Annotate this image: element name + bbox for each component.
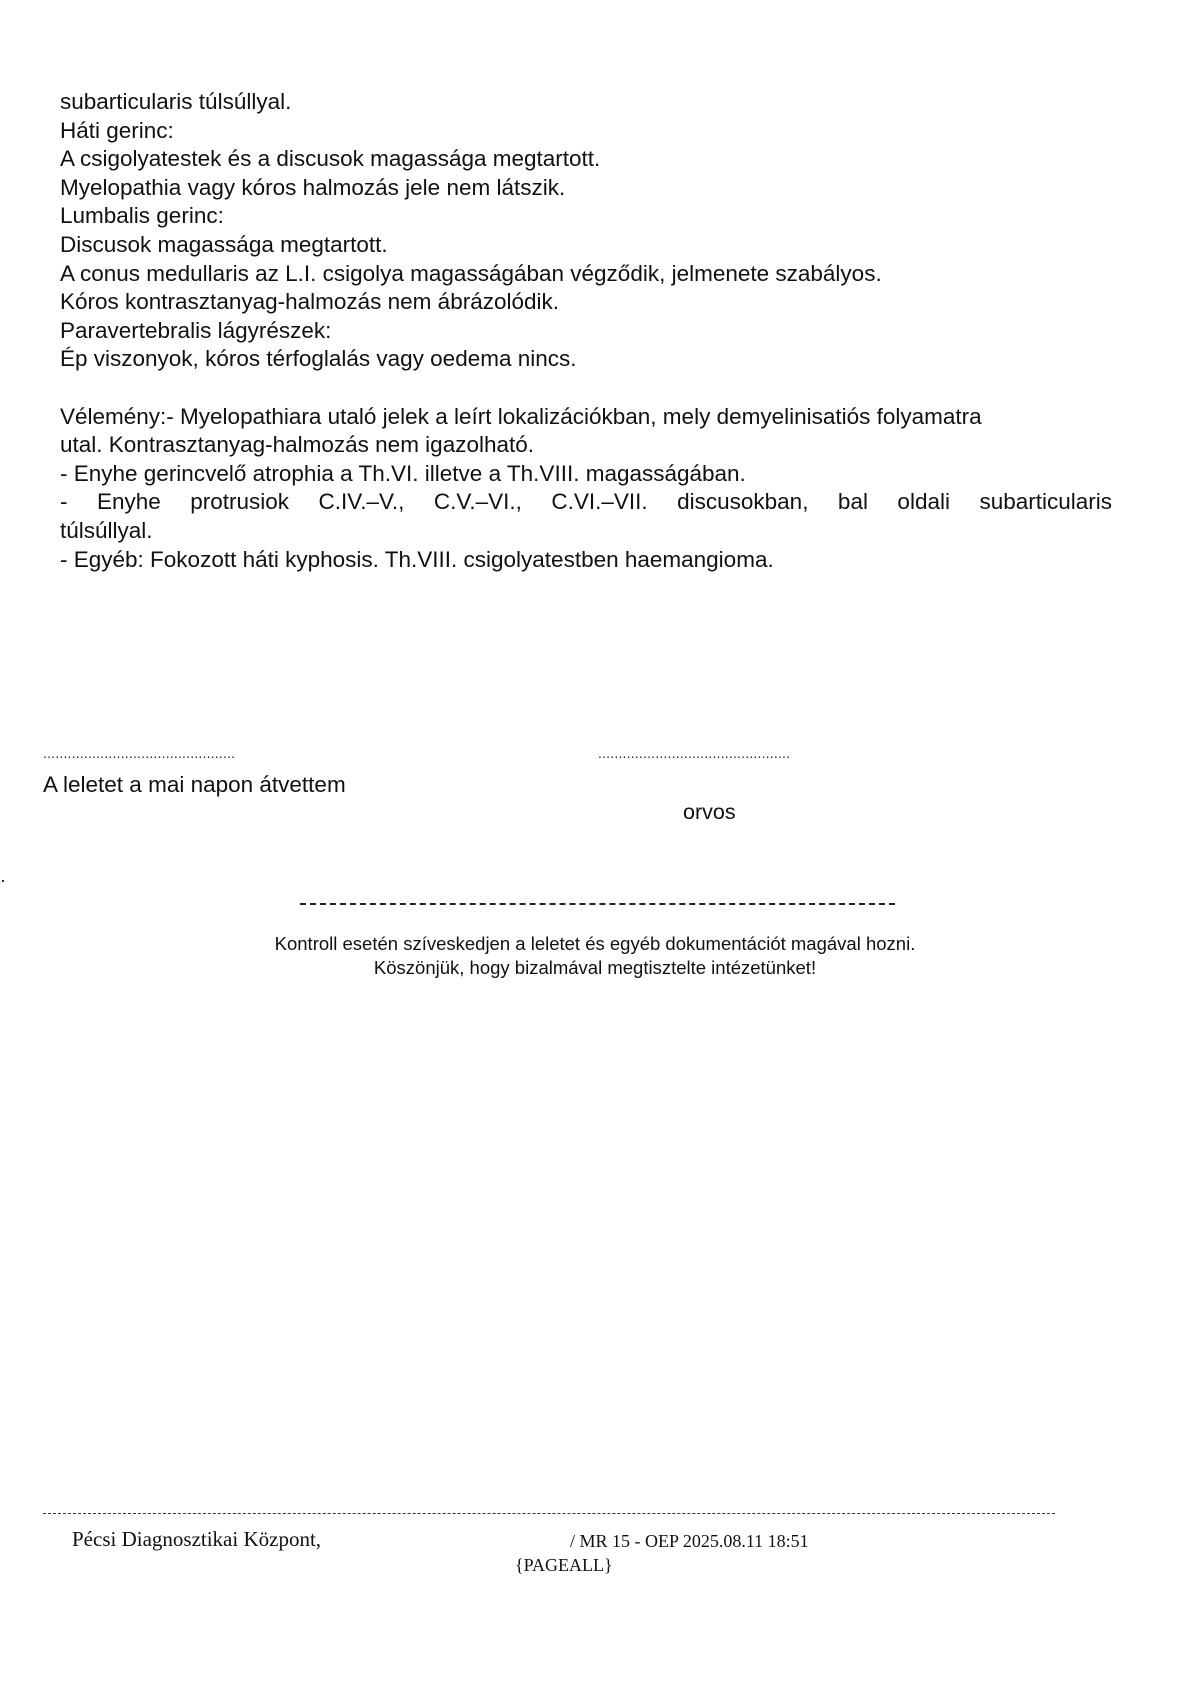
thank-you-text: Köszönjük, hogy bizalmával megtisztelte intézetünket! [373, 957, 817, 978]
report-line: Myelopathia vagy kóros halmozás jele nem látszik. [60, 174, 566, 200]
opinion-line: túlsúllyal. [60, 517, 153, 543]
report-line: Discusok magassága megtartott. [60, 231, 388, 257]
report-line: A conus medullaris az L.I. csigolya magasságában végződik, jelmenete szabályos. [60, 260, 882, 286]
doctor-signature-line: ............................................... [598, 745, 791, 761]
opinion-line: utal. Kontrasztanyag-halmozás nem igazolható. [60, 432, 535, 458]
patient-signature-label: A leletet a mai napon átvettem [43, 772, 346, 797]
doctor-signature-label: orvos [683, 800, 736, 824]
stray-mark [2, 880, 4, 882]
notice-divider [300, 903, 895, 905]
report-line: subarticularis túlsúllyal. [60, 89, 292, 114]
report-line: Ép viszonyok, kóros térfoglalás vagy oedema nincs. [60, 346, 577, 372]
opinion-line: - Egyéb: Fokozott háti kyphosis. Th.VIII. csigolyatestben haemangioma. [60, 546, 774, 572]
notice-text: Kontroll esetén szíveskedjen a leletet és egyéb dokumentációt magával hozni. [274, 933, 916, 954]
section-heading-lumbar: Lumbalis gerinc: [60, 203, 224, 229]
opinion-line: - Enyhe protrusiok C.IV.–V., C.V.–VI., C.VI.–VII. discusokban, bal oldali subarticularis [60, 489, 1112, 515]
institution-name: Pécsi Diagnosztikai Központ, [72, 1527, 322, 1551]
report-line: Kóros kontrasztanyag-halmozás nem ábrázolódik. [60, 289, 559, 315]
footer-divider [43, 1513, 1055, 1514]
document-code: / MR 15 - OEP 2025.08.11 18:51 [570, 1531, 809, 1551]
section-heading-thoracic: Háti gerinc: [60, 117, 174, 143]
report-line: A csigolyatestek és a discusok magassága megtartott. [60, 146, 601, 172]
opinion-line: - Enyhe gerincvelő atrophia a Th.VI. illetve a Th.VIII. magasságában. [60, 460, 746, 486]
report-body [60, 88, 1112, 574]
patient-signature-line: ............................................... [43, 745, 236, 761]
opinion-line: Vélemény:- Myelopathiara utaló jelek a leírt lokalizációkban, mely demyelinisatiós folyamatra [60, 403, 982, 429]
section-heading-paravertebral: Paravertebralis lágyrészek: [60, 317, 332, 343]
page-placeholder: {PAGEALL} [515, 1555, 613, 1575]
